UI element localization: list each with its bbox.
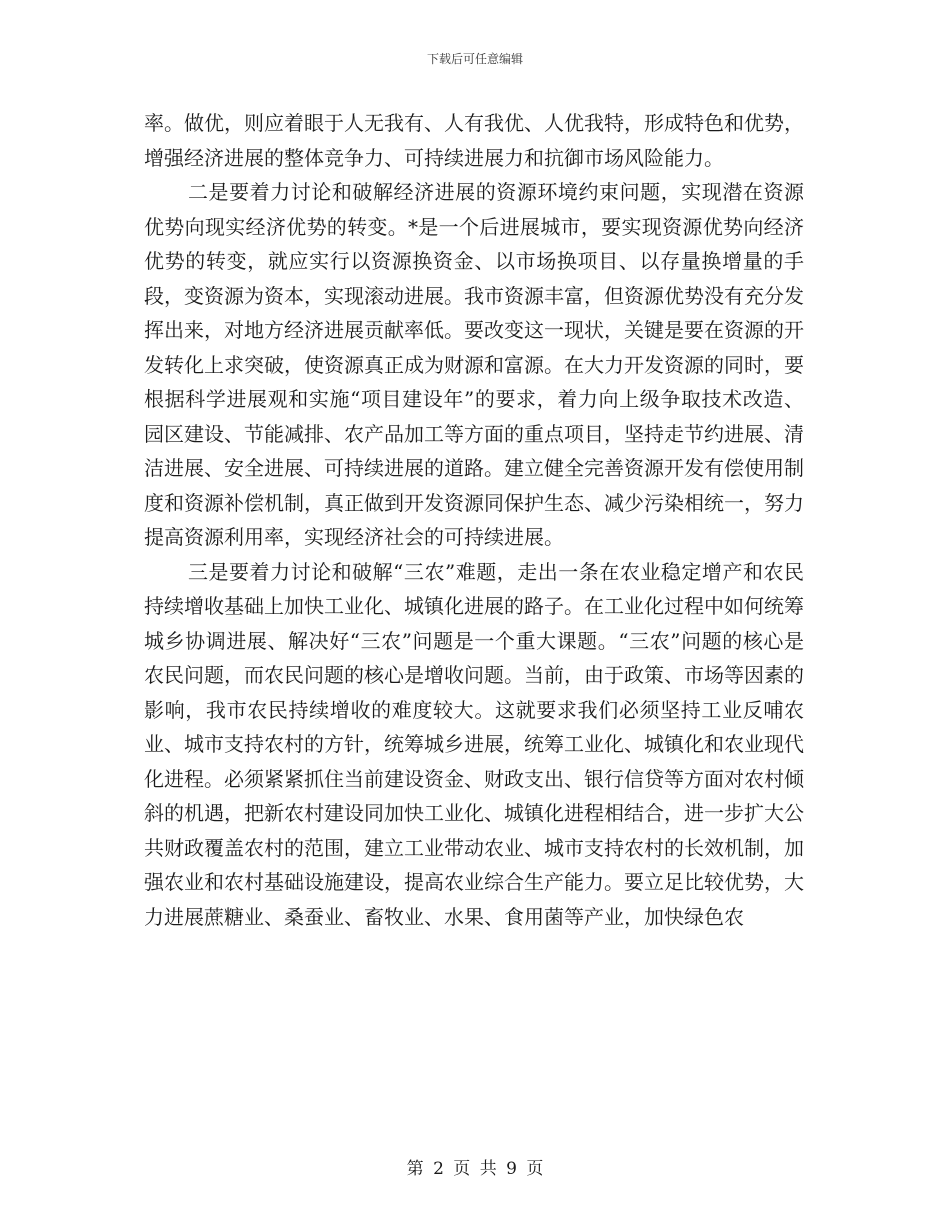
paragraph-three-rural: 三是要着力讨论和破解“三农”难题，走出一条在农业稳定增产和农民持续增收基础上加快工业化、城镇化进展的路子。在工业化过程中如何统筹城乡协调进展、解决好“三农”问题是一个重大课题。“三农”问题的核心是农民问题，而农民问题的核心是增收问题。当前，由于政策、市场等因素的影响，我市农民持续增收的难度较大。这就要求我们必须坚持工业反哺农业、城市支持农村的方针，统筹城乡进展，统筹工业化、城镇化和农业现代化进程。必须紧紧抓住当前建设资金、财政支出、银行信贷等方面对农村倾斜的机遇，把新农村建设同加快工业化、城镇化进程相结合，进一步扩大公共财政覆盖农村的范围，建立工业带动农业、城市支持农村的长效机制，加强农业和农村基础设施建设，提高农业综合生产能力。要立足比较优势，大力进展蔗糖业、桑蚕业、畜牧业、水果、食用菌等产业，加快绿色农 — [144, 559, 804, 929]
paragraph-resources: 二是要着力讨论和破解经济进展的资源环境约束问题，实现潜在资源优势向现实经济优势的转变。*是一个后进展城市，要实现资源优势向经济优势的转变，就应实行以资源换资金、以市场换项目、以存量换增量的手段，变资源为资本，实现滚动进展。我市资源丰富，但资源优势没有充分发挥出来，对地方经济进展贡献率低。要改变这一现状，关键是要在资源的开发转化上求突破，使资源真正成为财源和富源。在大力开发资源的同时，要根据科学进展观和实施“项目建设年”的要求，着力向上级争取技术改造、园区建设、节能减排、农产品加工等方面的重点项目，坚持走节约进展、清洁进展、安全进展、可持续进展的道路。建立健全完善资源开发有偿使用制度和资源补偿机制，真正做到开发资源同保护生态、减少污染相统一，努力提高资源利用率，实现经济社会的可持续进展。 — [144, 180, 804, 549]
paragraph-continuation: 率。做优，则应着眼于人无我有、人有我优、人优我特，形成特色和优势，增强经济进展的整体竞争力、可持续进展力和抗御市场风险能力。 — [144, 111, 804, 170]
page-number-footer: 第 2 页 共 9 页 — [406, 1159, 544, 1179]
document-body — [144, 106, 804, 934]
page-header: 下载后可任意编辑 — [426, 52, 523, 66]
